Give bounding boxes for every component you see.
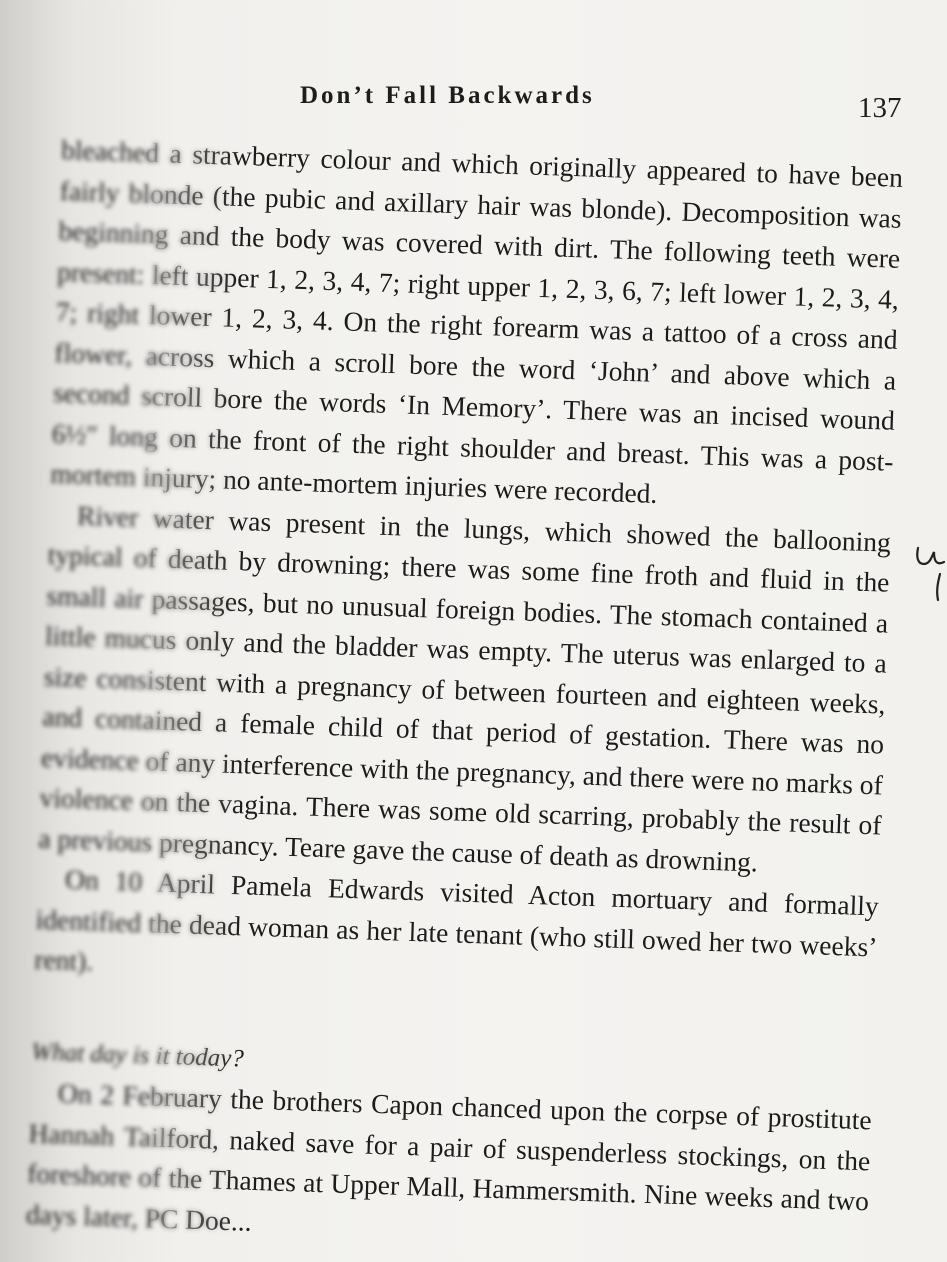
page-header	[0, 70, 947, 130]
paragraph-autopsy-description: bleached a strawberry colour and which originally appeared to have been fairly blonde (the pubic and axillary hair was blonde). Decomposition was beginning and the body was covered with dirt. The following teeth were present: left upper 1, 2, 3, 4, 7; right upper 1, 2, 3, 6, 7; left lower 1, 2, 3, 4, 7; right lower 1, 2, 3, 4. On the right forearm was a tattoo of a cross and flower, across which a scroll bore the word ‘John’ and above which a second scroll bore the words ‘In Memory’. There was an incised wound 6½″ long on the front of the right shoulder and breast. This was a post-mortem injury; no ante-mortem injuries were recorded.	[50, 133, 904, 509]
running-head: Don’t Fall Backwards	[300, 82, 595, 109]
paragraph-section-start: On 2 February the brothers Capon chanced upon the corpse of prostitute Hannah Tailford, naked save for a pair of suspenderless stockings, on the foreshore of the Thames at Upper Mall, Hammersmith. Nine weeks and two days later, PC Doe...	[25, 1077, 873, 1237]
handwritten-margin-mark	[912, 540, 947, 610]
paragraph-autopsy-findings: River water was present in the lungs, which showed the ballooning typical of death by drowning; there was some fine froth and fluid in the small air passages, but no unusual foreign bodies. The stomach contained a little mucus only and the bladder was empty. The uterus was enlarged to a size consistent with a pregnancy of between fourteen and eighteen weeks, and contained a female child of that period of gestation. There was no evidence of any interference with the pregnancy, and there were no marks of violence on the vagina. There was some old scarring, probably the result of a previous pregnancy. Teare gave the cause of death as drowning.	[38, 499, 892, 877]
body-text	[25, 130, 903, 1262]
page-number: 137	[858, 92, 902, 124]
paragraph-identification: On 10 April Pamela Edwards visited Acton mortuary and formally identified the dead woman as her late tenant (who still owed her two weeks’ rent).	[33, 863, 880, 977]
section-heading: What day is it today?	[30, 1038, 245, 1073]
